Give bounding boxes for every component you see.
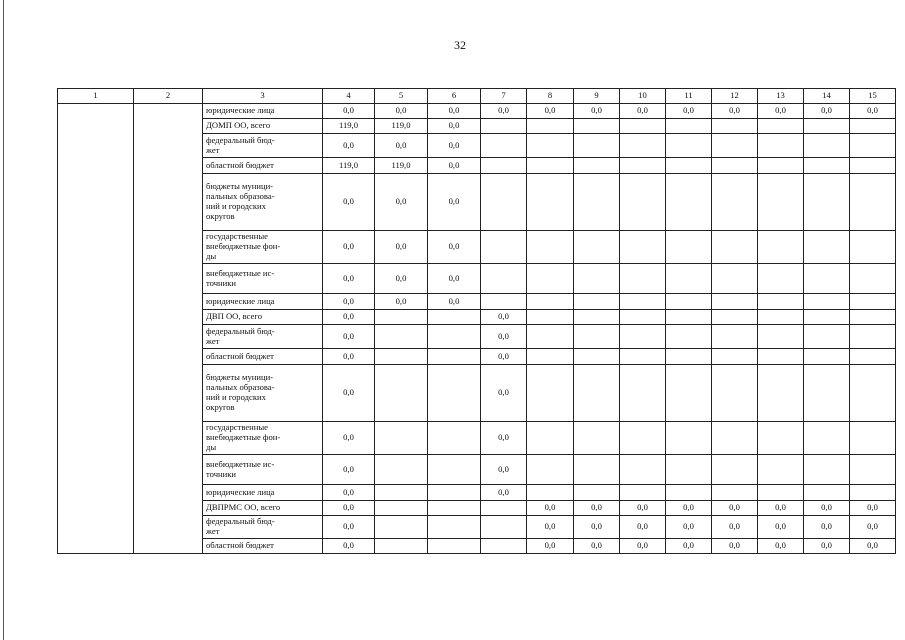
table-cell: 0,0 — [428, 134, 481, 158]
column-header-12: 12 — [712, 89, 758, 104]
table-cell: 0,0 — [428, 119, 481, 134]
row-label: бюджеты муници- пальных образова- ний и городских округов — [203, 174, 323, 231]
table-cell — [666, 422, 712, 455]
table-cell — [620, 174, 666, 231]
column-header-9: 9 — [574, 89, 620, 104]
table-cell: 0,0 — [323, 264, 375, 294]
table-cell: 0,0 — [574, 539, 620, 554]
table-cell — [758, 231, 804, 264]
table-cell — [850, 365, 896, 422]
table-cell — [620, 485, 666, 501]
table-cell: 0,0 — [428, 294, 481, 310]
table-cell — [666, 174, 712, 231]
table-cell — [804, 134, 850, 158]
table-cell — [527, 365, 574, 422]
table-cell: 0,0 — [758, 539, 804, 554]
table-cell — [620, 158, 666, 174]
table-cell — [758, 174, 804, 231]
table-cell — [666, 365, 712, 422]
table-cell — [481, 158, 527, 174]
table-cell: 0,0 — [428, 174, 481, 231]
table-cell — [620, 294, 666, 310]
table-cell — [375, 485, 428, 501]
table-cell: 0,0 — [758, 104, 804, 119]
table-cell — [804, 264, 850, 294]
table-cell — [758, 422, 804, 455]
row-label: областной бюджет — [203, 539, 323, 554]
table-cell — [527, 158, 574, 174]
table-cell: 0,0 — [758, 516, 804, 539]
table-cell — [850, 325, 896, 349]
table-cell — [712, 485, 758, 501]
column-header-10: 10 — [620, 89, 666, 104]
table-cell: 0,0 — [574, 516, 620, 539]
table-cell — [850, 455, 896, 485]
table-cell: 0,0 — [481, 422, 527, 455]
table-cell — [481, 294, 527, 310]
table-cell — [712, 325, 758, 349]
table-cell — [804, 349, 850, 365]
table-cell — [574, 174, 620, 231]
table-cell — [666, 231, 712, 264]
table-cell — [850, 422, 896, 455]
column-header-14: 14 — [804, 89, 850, 104]
table-cell: 0,0 — [323, 485, 375, 501]
table-cell — [620, 134, 666, 158]
table-cell — [481, 516, 527, 539]
column-header-2: 2 — [134, 89, 203, 104]
table-cell: 119,0 — [323, 119, 375, 134]
table-cell — [428, 539, 481, 554]
table-cell — [850, 264, 896, 294]
table-cell — [574, 119, 620, 134]
row-label: государственные внебюджетные фон- ды — [203, 422, 323, 455]
table-cell: 0,0 — [375, 104, 428, 119]
table-cell — [527, 422, 574, 455]
table-cell: 0,0 — [428, 231, 481, 264]
table-cell: 0,0 — [804, 539, 850, 554]
table-cell: 0,0 — [620, 501, 666, 516]
table-cell: 0,0 — [481, 349, 527, 365]
table-header-row — [58, 89, 896, 104]
column-header-8: 8 — [527, 89, 574, 104]
table-cell — [666, 158, 712, 174]
table-cell: 0,0 — [375, 231, 428, 264]
row-label: внебюджетные ис- точники — [203, 455, 323, 485]
table-cell — [527, 119, 574, 134]
table-cell — [666, 325, 712, 349]
table-cell — [574, 231, 620, 264]
table-cell: 0,0 — [375, 294, 428, 310]
table-cell — [666, 264, 712, 294]
table-cell — [574, 158, 620, 174]
table-cell — [574, 422, 620, 455]
table-cell: 0,0 — [323, 455, 375, 485]
table-cell — [375, 365, 428, 422]
table-cell: 0,0 — [375, 174, 428, 231]
table-cell: 0,0 — [323, 310, 375, 325]
table-cell: 0,0 — [712, 539, 758, 554]
table-cell — [804, 365, 850, 422]
table-cell: 0,0 — [481, 104, 527, 119]
table-cell — [758, 294, 804, 310]
table-cell: 0,0 — [850, 104, 896, 119]
table-cell: 0,0 — [758, 501, 804, 516]
table-cell: 0,0 — [712, 104, 758, 119]
page-left-edge — [3, 0, 4, 640]
table-cell — [574, 134, 620, 158]
table-cell — [804, 294, 850, 310]
row-label: юридические лица — [203, 104, 323, 119]
table-cell — [804, 422, 850, 455]
table-cell — [574, 264, 620, 294]
table-cell: 0,0 — [481, 365, 527, 422]
table-cell — [375, 501, 428, 516]
table-cell — [712, 422, 758, 455]
table-cell: 119,0 — [375, 119, 428, 134]
row-label: бюджеты муници- пальных образова- ний и городских округов — [203, 365, 323, 422]
table-cell: 0,0 — [323, 325, 375, 349]
table-cell: 0,0 — [666, 539, 712, 554]
table-cell: 0,0 — [804, 501, 850, 516]
table-cell — [850, 485, 896, 501]
table-cell — [375, 310, 428, 325]
table-cell — [712, 158, 758, 174]
table-cell: 0,0 — [428, 158, 481, 174]
table-cell — [758, 325, 804, 349]
table-cell — [804, 325, 850, 349]
budget-table — [57, 88, 896, 554]
table-cell: 0,0 — [323, 349, 375, 365]
table-cell — [481, 119, 527, 134]
table-cell — [666, 134, 712, 158]
table-cell — [804, 455, 850, 485]
table-cell: 119,0 — [375, 158, 428, 174]
table-cell: 0,0 — [666, 104, 712, 119]
column-header-3: 3 — [203, 89, 323, 104]
table-cell — [850, 349, 896, 365]
table-cell — [850, 231, 896, 264]
table-cell — [712, 365, 758, 422]
table-cell — [758, 485, 804, 501]
table-cell: 0,0 — [323, 422, 375, 455]
table-cell — [428, 349, 481, 365]
table-cell — [804, 310, 850, 325]
table-cell: 0,0 — [323, 231, 375, 264]
table-cell — [850, 174, 896, 231]
table-cell — [481, 539, 527, 554]
table-cell — [666, 455, 712, 485]
table-cell — [481, 174, 527, 231]
table-cell — [574, 325, 620, 349]
table-cell: 0,0 — [323, 501, 375, 516]
row-label: федеральный бюд- жет — [203, 134, 323, 158]
table-cell — [428, 516, 481, 539]
table-cell — [712, 310, 758, 325]
table-cell — [481, 134, 527, 158]
column-header-5: 5 — [375, 89, 428, 104]
table-cell — [620, 365, 666, 422]
table-cell: 119,0 — [323, 158, 375, 174]
column-header-15: 15 — [850, 89, 896, 104]
table-cell: 0,0 — [527, 516, 574, 539]
table-cell — [574, 485, 620, 501]
table-cell — [527, 310, 574, 325]
table-cell — [712, 174, 758, 231]
table-cell: 0,0 — [323, 104, 375, 119]
table-cell: 0,0 — [481, 325, 527, 349]
table-cell: 0,0 — [850, 501, 896, 516]
table-cell — [375, 539, 428, 554]
table-cell: 0,0 — [323, 516, 375, 539]
table-cell: 0,0 — [574, 501, 620, 516]
table-cell — [428, 325, 481, 349]
table-cell — [574, 455, 620, 485]
table-cell — [620, 455, 666, 485]
table-cell: 0,0 — [850, 539, 896, 554]
table-cell: 0,0 — [804, 516, 850, 539]
table-cell — [712, 294, 758, 310]
table-cell — [804, 174, 850, 231]
table-cell — [527, 134, 574, 158]
table-cell — [574, 294, 620, 310]
table-cell — [428, 365, 481, 422]
table-cell — [527, 264, 574, 294]
table-cell — [758, 119, 804, 134]
row-label: ДВП ОО, всего — [203, 310, 323, 325]
table-cell — [850, 134, 896, 158]
table-cell — [666, 294, 712, 310]
table-cell: 0,0 — [428, 104, 481, 119]
table-cell — [712, 349, 758, 365]
table-cell — [804, 231, 850, 264]
table-cell — [804, 158, 850, 174]
table-cell — [758, 264, 804, 294]
table-cell — [850, 310, 896, 325]
table-cell — [428, 485, 481, 501]
table-cell — [428, 455, 481, 485]
table-cell — [666, 485, 712, 501]
table-cell — [758, 134, 804, 158]
table-cell — [527, 174, 574, 231]
table-cell — [527, 485, 574, 501]
row-label: внебюджетные ис- точники — [203, 264, 323, 294]
table-cell — [428, 310, 481, 325]
column-header-6: 6 — [428, 89, 481, 104]
table-cell — [527, 325, 574, 349]
table-cell: 0,0 — [850, 516, 896, 539]
table-cell — [375, 325, 428, 349]
row-label: юридические лица — [203, 294, 323, 310]
table-cell — [428, 422, 481, 455]
column-header-1: 1 — [58, 89, 134, 104]
column-header-4: 4 — [323, 89, 375, 104]
table-cell — [574, 365, 620, 422]
table-cell — [758, 455, 804, 485]
table-cell — [758, 158, 804, 174]
table-cell: 0,0 — [620, 539, 666, 554]
table-cell: 0,0 — [375, 264, 428, 294]
table-cell — [620, 310, 666, 325]
table-cell: 0,0 — [323, 365, 375, 422]
table-cell — [428, 501, 481, 516]
table-cell — [666, 119, 712, 134]
table-cell — [850, 294, 896, 310]
table-cell — [758, 365, 804, 422]
table-cell — [375, 455, 428, 485]
table-cell: 0,0 — [323, 134, 375, 158]
table-cell — [481, 264, 527, 294]
row-label: государственные внебюджетные фон- ды — [203, 231, 323, 264]
table-cell — [620, 231, 666, 264]
table-cell: 0,0 — [712, 516, 758, 539]
table-cell — [574, 349, 620, 365]
table-cell — [481, 231, 527, 264]
table-cell: 0,0 — [574, 104, 620, 119]
table-cell: 0,0 — [804, 104, 850, 119]
table-cell — [712, 264, 758, 294]
column-header-11: 11 — [666, 89, 712, 104]
table-cell: 0,0 — [620, 104, 666, 119]
table-cell: 0,0 — [620, 516, 666, 539]
table-cell: 0,0 — [481, 455, 527, 485]
table-cell — [620, 119, 666, 134]
row-label: ДВПРМС ОО, всего — [203, 501, 323, 516]
table-cell: 0,0 — [375, 134, 428, 158]
table-cell: 0,0 — [323, 294, 375, 310]
table-cell — [620, 325, 666, 349]
table-cell: 0,0 — [666, 516, 712, 539]
table-cell: 0,0 — [323, 539, 375, 554]
table-cell — [375, 422, 428, 455]
row-label: областной бюджет — [203, 349, 323, 365]
table-cell — [804, 119, 850, 134]
table-cell: 0,0 — [527, 104, 574, 119]
table-cell — [758, 349, 804, 365]
merged-cell-col-2 — [134, 104, 203, 554]
row-label: юридические лица — [203, 485, 323, 501]
row-label: ДОМП ОО, всего — [203, 119, 323, 134]
table-cell — [527, 455, 574, 485]
merged-cell-col-1 — [58, 104, 134, 554]
table-cell: 0,0 — [527, 539, 574, 554]
table-cell — [574, 310, 620, 325]
row-label: областной бюджет — [203, 158, 323, 174]
row-label: федеральный бюд- жет — [203, 516, 323, 539]
table-cell — [620, 422, 666, 455]
table-cell — [850, 158, 896, 174]
column-header-7: 7 — [481, 89, 527, 104]
table-cell — [666, 310, 712, 325]
table-cell — [375, 516, 428, 539]
table-cell: 0,0 — [481, 310, 527, 325]
table-cell — [758, 310, 804, 325]
table-cell — [527, 349, 574, 365]
table-cell — [804, 485, 850, 501]
row-label: федеральный бюд- жет — [203, 325, 323, 349]
table-cell — [375, 349, 428, 365]
table-cell — [712, 455, 758, 485]
table-cell — [481, 501, 527, 516]
table-cell: 0,0 — [666, 501, 712, 516]
table-cell: 0,0 — [481, 485, 527, 501]
table-cell: 0,0 — [323, 174, 375, 231]
page-number: 32 — [454, 38, 466, 52]
table-cell: 0,0 — [527, 501, 574, 516]
table-cell — [527, 231, 574, 264]
table-cell — [666, 349, 712, 365]
table-cell — [620, 264, 666, 294]
table-cell — [620, 349, 666, 365]
table-cell: 0,0 — [428, 264, 481, 294]
table-cell — [850, 119, 896, 134]
table-cell — [527, 294, 574, 310]
column-header-13: 13 — [758, 89, 804, 104]
table-cell: 0,0 — [712, 501, 758, 516]
table-cell — [712, 231, 758, 264]
table-cell — [712, 134, 758, 158]
table-cell — [712, 119, 758, 134]
table-row — [58, 104, 896, 119]
